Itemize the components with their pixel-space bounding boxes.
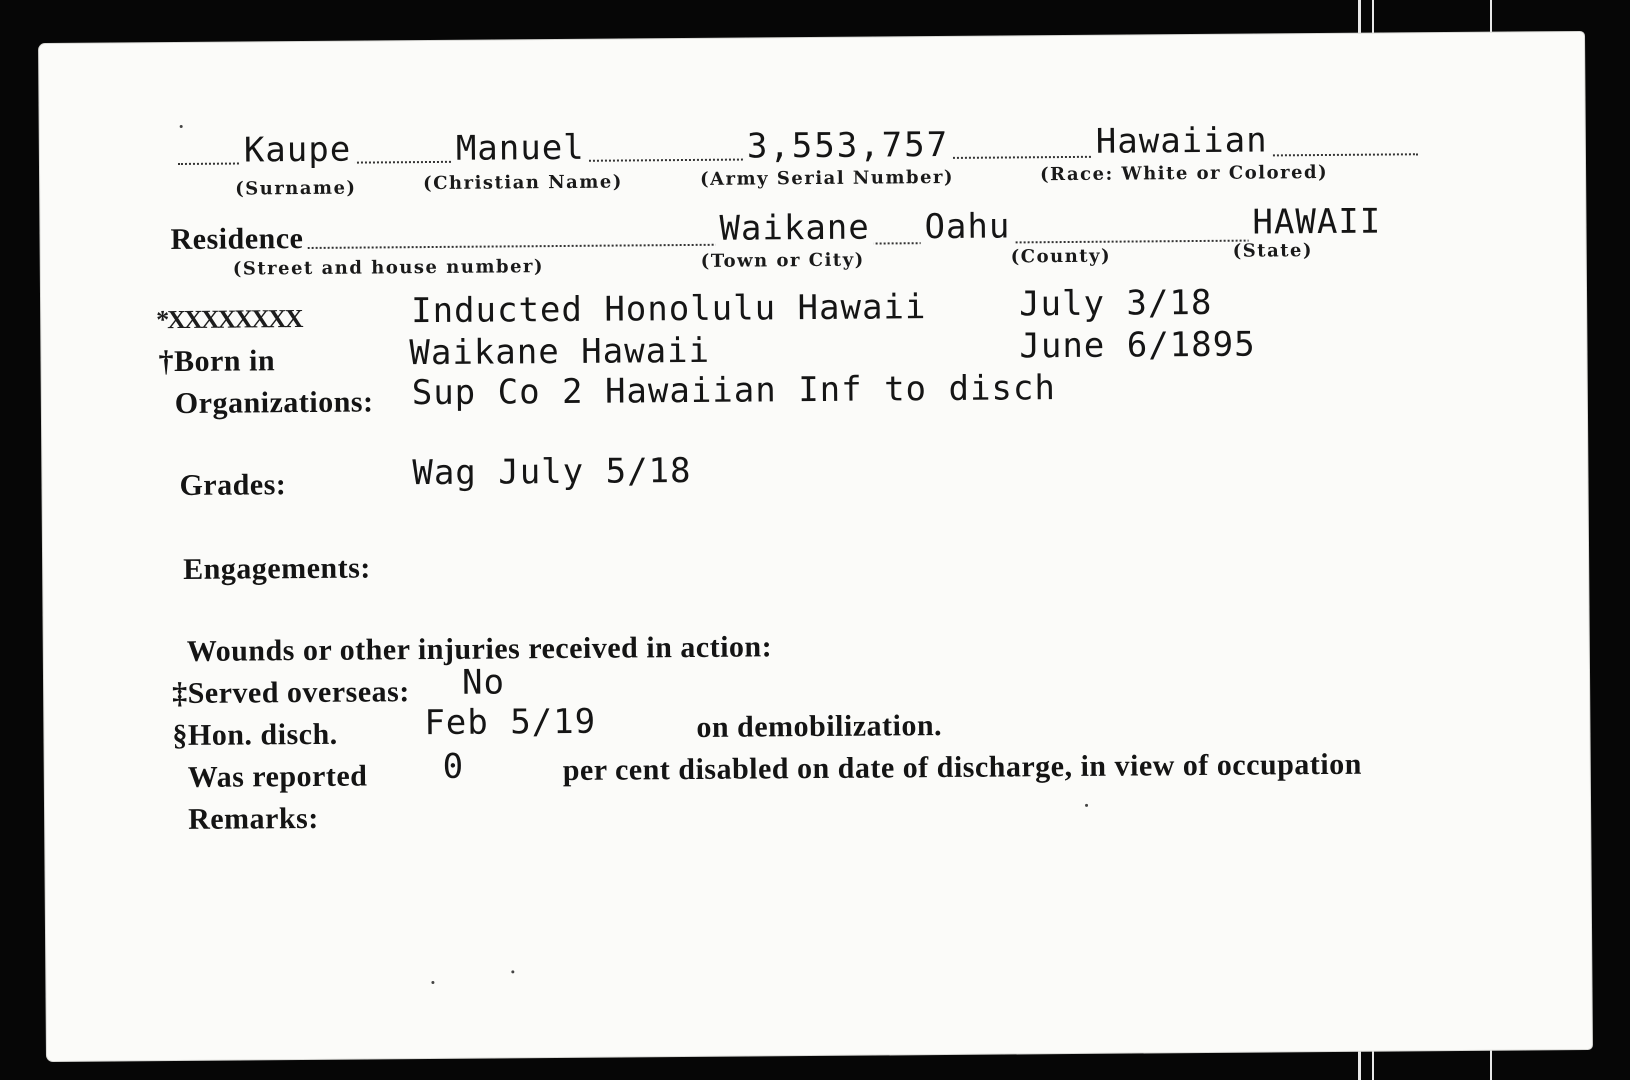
enlisted-date: July 3/18	[1018, 282, 1213, 325]
enlisted-label: *XXXXXXXX	[156, 304, 302, 335]
was-reported-value: 0	[442, 746, 465, 787]
scan-speck	[431, 981, 434, 984]
service-record-card	[39, 32, 1592, 1061]
born-value: Waikane Hawaii	[409, 330, 711, 374]
scan-speck	[511, 970, 514, 973]
grades-label: Grades:	[179, 468, 287, 502]
county-caption: (County)	[1010, 245, 1112, 268]
christian-name-caption: (Christian Name)	[423, 171, 623, 195]
christian-name-value: Manuel	[452, 128, 589, 169]
was-reported-suffix: per cent disabled on date of discharge, in view of occupation	[562, 747, 1362, 787]
organizations-value: Sup Co 2 Hawaiian Inf to disch	[411, 368, 1057, 414]
residence-state-value: HAWAII	[1248, 202, 1385, 243]
town-caption: (Town or City)	[700, 249, 865, 272]
born-label: †Born in	[158, 344, 276, 379]
enlisted-value: Inducted Honolulu Hawaii	[410, 287, 927, 332]
hon-disch-value: Feb 5/19	[424, 701, 597, 744]
residence-town-value: Waikane	[715, 208, 874, 249]
engagements-label: Engagements:	[183, 551, 371, 586]
race-value: Hawaiian	[1092, 120, 1272, 161]
hon-disch-label: §Hon. disch.	[172, 717, 338, 753]
surname-caption: (Surname)	[235, 177, 357, 200]
state-caption: (State)	[1232, 240, 1314, 262]
surname-value: Kaupe	[240, 130, 356, 171]
hon-disch-suffix: on demobilization.	[696, 709, 943, 744]
grades-value: Wag July 5/18	[412, 450, 692, 494]
residence-label: Residence	[170, 222, 307, 257]
serial-number-value: 3,553,757	[743, 125, 954, 167]
wounds-label: Wounds or other injuries received in action:	[186, 630, 773, 668]
served-overseas-value: No	[461, 662, 506, 703]
organizations-label: Organizations:	[174, 385, 374, 421]
scan-speck	[180, 125, 183, 128]
serial-number-caption: (Army Serial Number)	[700, 166, 955, 190]
street-caption: (Street and house number)	[232, 256, 545, 280]
born-date: June 6/1895	[1019, 324, 1256, 367]
residence-county-value: Oahu	[920, 206, 1014, 247]
remarks-label: Remarks:	[187, 801, 319, 836]
race-caption: (Race: White or Colored)	[1040, 161, 1329, 186]
served-overseas-label: ‡Served overseas:	[172, 675, 410, 711]
scan-speck	[1085, 804, 1088, 807]
was-reported-label: Was reported	[187, 759, 368, 794]
